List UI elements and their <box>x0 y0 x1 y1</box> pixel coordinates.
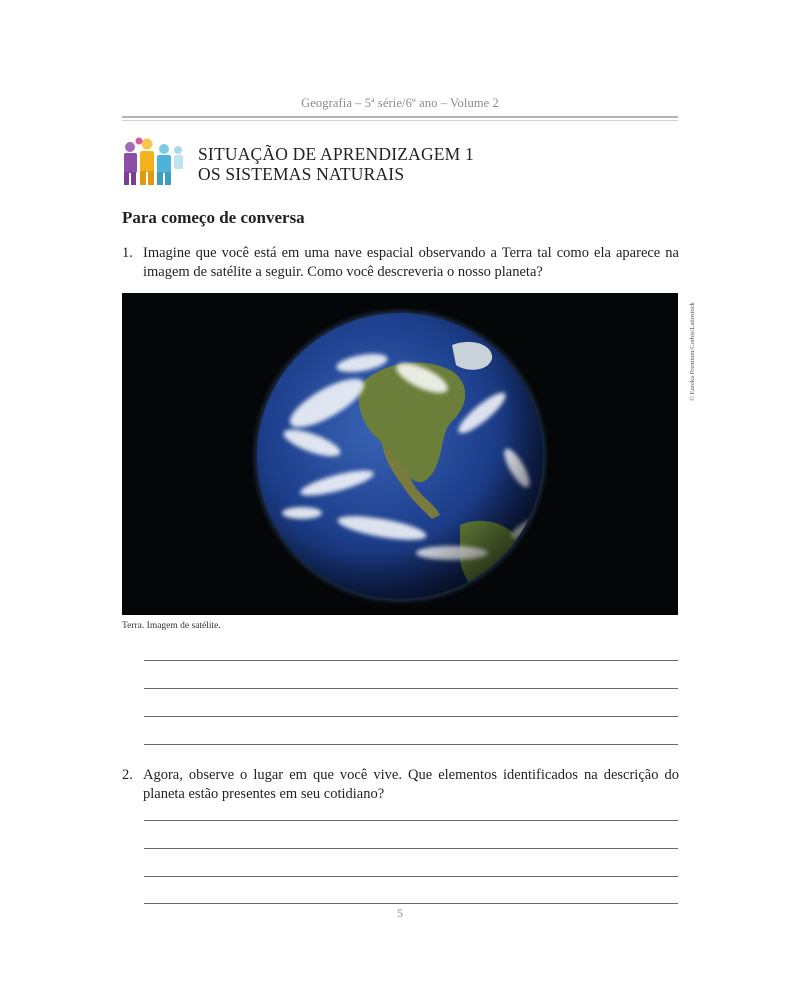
question-2-number: 2. <box>122 767 133 783</box>
header-rule <box>122 116 678 118</box>
answer-line[interactable] <box>144 876 678 877</box>
running-header: Geografia – 5ª série/6º ano – Volume 2 <box>301 96 499 110</box>
question-1-number: 1. <box>122 245 133 261</box>
earth-satellite-image <box>122 293 678 615</box>
header-rule-thin <box>122 120 678 121</box>
answer-line[interactable] <box>144 716 678 717</box>
situation-title <box>198 144 474 184</box>
people-group-icon <box>120 136 188 186</box>
answer-line[interactable] <box>144 744 678 745</box>
earth-globe-illustration <box>122 293 678 615</box>
situation-title-line2: OS SISTEMAS NATURAIS <box>198 164 405 184</box>
image-credit-text: © Eureka Premium/Corbis/Latinstock <box>689 302 696 401</box>
answer-line[interactable] <box>144 820 678 821</box>
image-credit <box>678 293 696 413</box>
question-2-text: Agora, observe o lugar em que você vive. Que elementos identificados na descrição do planeta estão presentes em seu cotidiano? <box>143 767 679 802</box>
section-heading: Para começo de conversa <box>122 208 305 227</box>
situation-title-line1: SITUAÇÃO DE APRENDIZAGEM 1 <box>198 144 474 164</box>
image-caption: Terra. Imagem de satélite. <box>122 621 221 631</box>
answer-line[interactable] <box>144 848 678 849</box>
answer-line[interactable] <box>144 660 678 661</box>
page-number: 5 <box>397 906 403 920</box>
question-1-text: Imagine que você está em uma nave espacial observando a Terra tal como ela aparece na imagem de satélite a seguir. Como você descreveria o nosso planeta? <box>143 245 679 280</box>
answer-line[interactable] <box>144 688 678 689</box>
answer-line[interactable] <box>144 903 678 904</box>
